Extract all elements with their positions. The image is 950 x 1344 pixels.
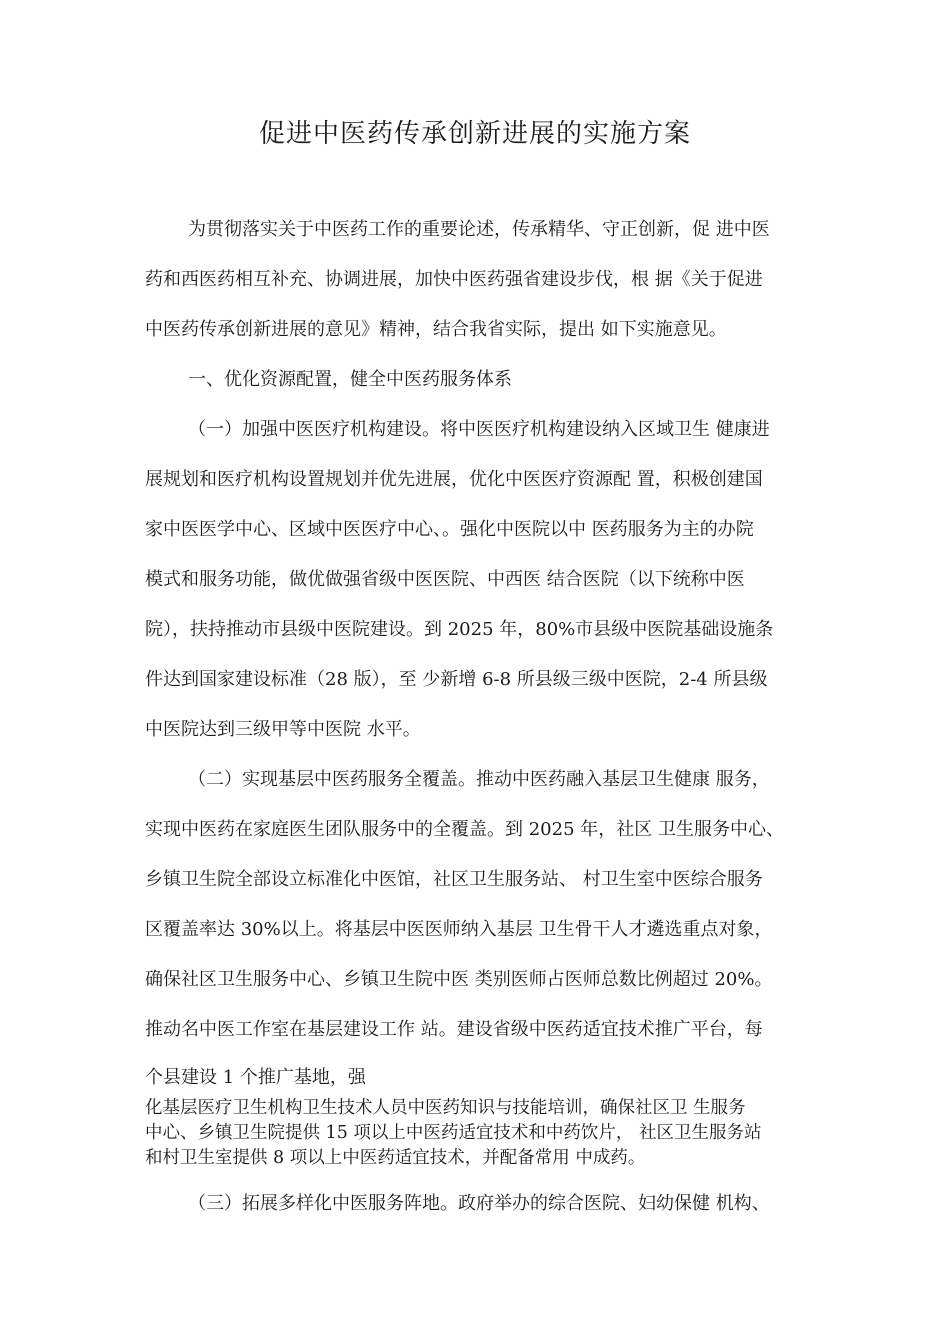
paragraph-line: 中心、乡镇卫生院提供 15 项以上中医药适宜技术和中药饮片， 社区卫生服务站 (145, 1123, 762, 1143)
document-title: 促进中医药传承创新进展的实施方案 (258, 119, 691, 149)
paragraph-line: 药和西医药相互补充、协调进展，加快中医药强省建设步伐，根 据《关于促进 (145, 269, 763, 290)
paragraph-line: 中医院达到三级甲等中医院 水平。 (145, 719, 421, 740)
section-heading: 一、优化资源配置，健全中医药服务体系 (188, 369, 512, 390)
paragraph-line: （一）加强中医医疗机构建设。将中医医疗机构建设纳入区域卫生 健康进 (188, 419, 770, 440)
paragraph-line: 实现中医药在家庭医生团队服务中的全覆盖。到 2025 年，社区 卫生服务中心、 (145, 819, 784, 840)
paragraph-line: 乡镇卫生院全部设立标准化中医馆，社区卫生服务站、 村卫生室中医综合服务 (145, 869, 763, 890)
paragraph-line: 和村卫生室提供 8 项以上中医药适宜技术，并配备常用 中成药。 (145, 1148, 646, 1168)
paragraph-line: 个县建设 1 个推广基地，强 (145, 1067, 366, 1088)
paragraph-line: （二）实现基层中医药服务全覆盖。推动中医药融入基层卫生健康 服务， (188, 769, 770, 790)
paragraph-line: 确保社区卫生服务中心、乡镇卫生院中医 类别医师占医师总数比例超过 20%。 (145, 969, 773, 990)
paragraph-line: 为贯彻落实关于中医药工作的重要论述，传承精华、守正创新，促 进中医 (188, 219, 770, 240)
paragraph-line: 区覆盖率达 30%以上。将基层中医医师纳入基层 卫生骨干人才遴选重点对象， (145, 919, 773, 940)
paragraph-line: 化基层医疗卫生机构卫生技术人员中医药知识与技能培训，确保社区卫 生服务 (145, 1098, 746, 1118)
paragraph-line: 推动名中医工作室在基层建设工作 站。建设省级中医药适宜技术推广平台，每 (145, 1019, 763, 1040)
paragraph-line: 展规划和医疗机构设置规划并优先进展，优化中医医疗资源配 置，积极创建国 (145, 469, 763, 490)
paragraph-line: （三）拓展多样化中医服务阵地。政府举办的综合医院、妇幼保健 机构、 (188, 1193, 770, 1214)
paragraph-line: 家中医医学中心、区域中医医疗中心、。强化中医院以中 医药服务为主的办院 (145, 519, 754, 540)
paragraph-line: 件达到国家建设标准（28 版），至 少新增 6-8 所县级三级中医院，2-4 所县级 (145, 669, 768, 690)
paragraph-line: 中医药传承创新进展的意见》精神，结合我省实际，提出 如下实施意见。 (145, 319, 727, 340)
paragraph-line: 院），扶持推动市县级中医院建设。到 2025 年，80%市县级中医院基础设施条 (145, 619, 774, 640)
paragraph-line: 模式和服务功能，做优做强省级中医医院、中西医 结合医院（以下统称中医 (145, 569, 745, 590)
